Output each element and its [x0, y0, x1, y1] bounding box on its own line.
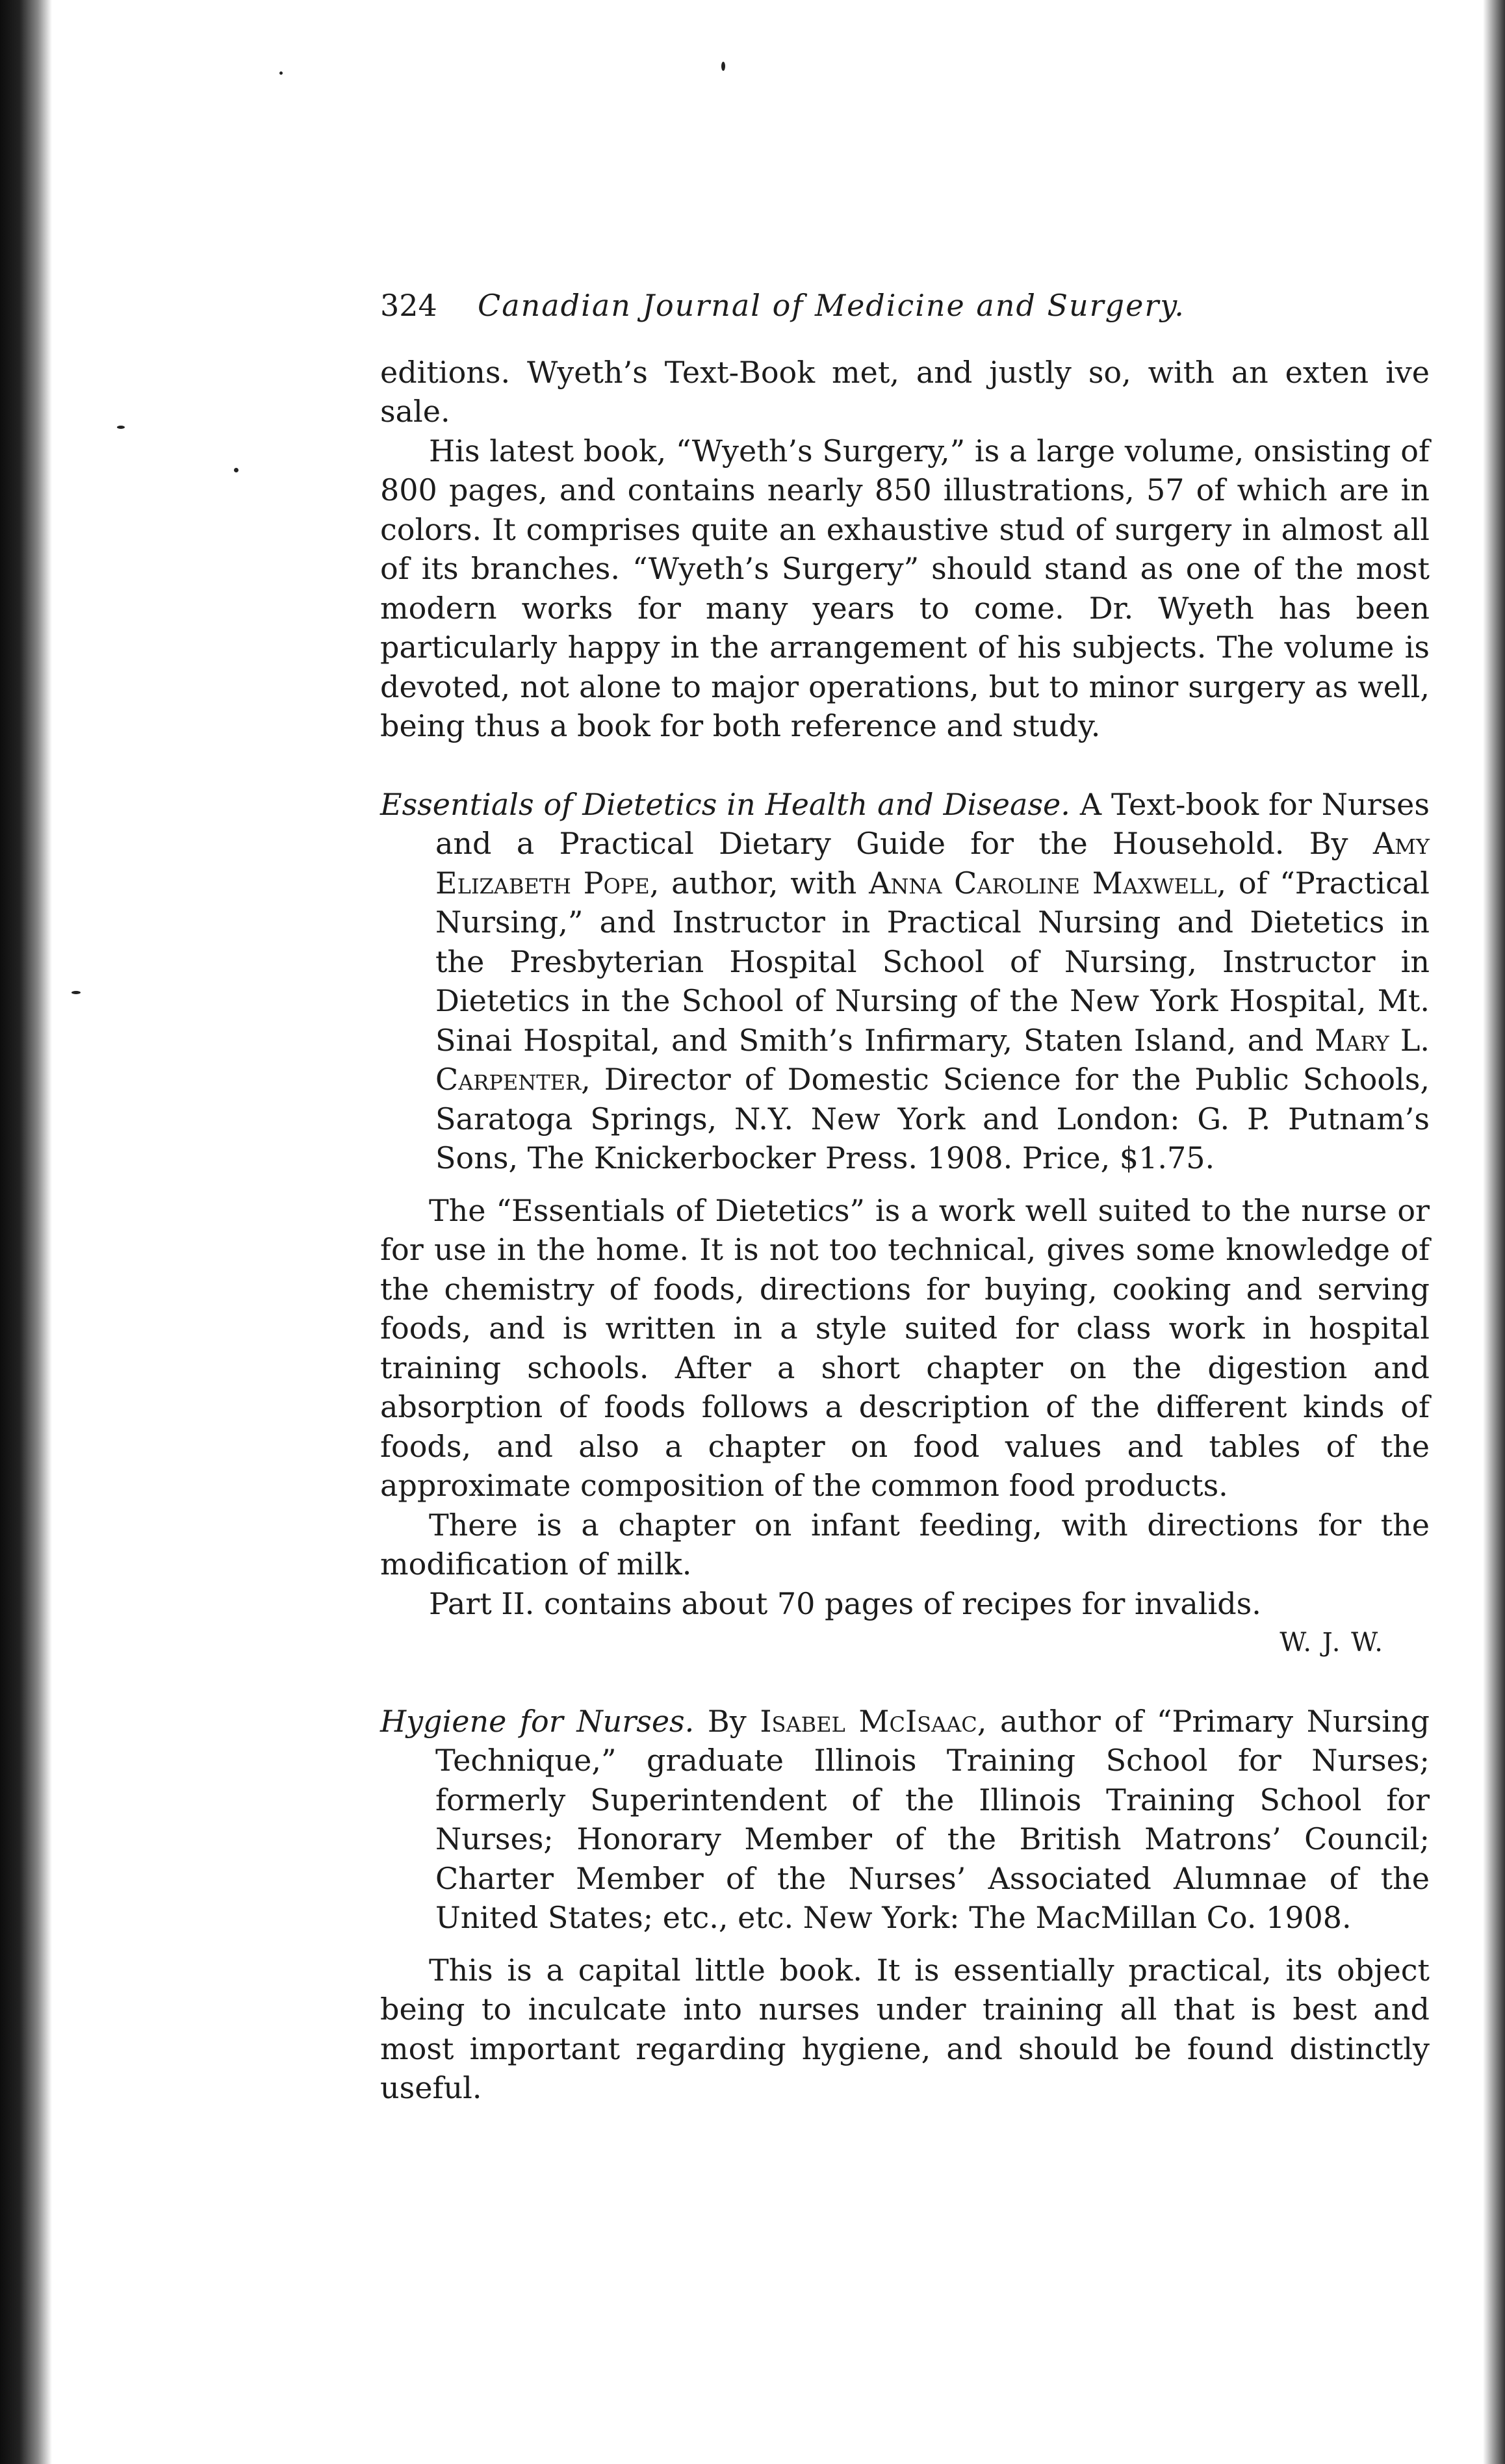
- citation-text: , author of “Primary Nursing Technique,” graduate Illinois Training School for Nurses; formerly Superintendent of the Illinois Training School for Nurses; Honorary Member of the British Matrons’ Council; Charter Member of the Nurses’ Associated Alumnae of the United States; etc., etc. New York: The MacMillan Co. 1908.: [435, 1703, 1430, 1935]
- author-name: Isabel McIsaac: [760, 1703, 977, 1739]
- page-number: 324: [380, 288, 437, 323]
- reviewer-signature: W. J. W.: [1280, 1628, 1384, 1658]
- author-name: Amy Elizabeth Pope: [435, 826, 1430, 901]
- left-binding-shadow: [0, 0, 52, 2464]
- citation-text: A Text-book for Nurses and a Practical Dietary Guide for the Household. By: [435, 786, 1430, 861]
- scan-speck: [279, 71, 283, 75]
- author-name: Mary L. Carpenter: [435, 1022, 1430, 1097]
- paragraph: This is a capital little book. It is essentially practical, its object being to inculcate into nurses under training all that is best and most important regarding hygiene, and should be found distinctly useful.: [380, 1952, 1430, 2105]
- scan-speck: [117, 426, 125, 429]
- author-name: Anna Caroline Maxwell: [869, 865, 1217, 901]
- journal-page: [380, 286, 1430, 2108]
- citation-text: By: [694, 1703, 760, 1739]
- book-title: Essentials of Dietetics in Health and Disease.: [380, 786, 1070, 822]
- paragraph: There is a chapter on infant feeding, with directions for the modification of milk.: [380, 1507, 1430, 1582]
- right-binding-shadow: [1483, 0, 1505, 2464]
- book-citation: [380, 785, 1430, 1178]
- book-title: Hygiene for Nurses.: [380, 1703, 695, 1739]
- paragraph: Part II. contains about 70 pages of recipes for invalids.: [429, 1585, 1261, 1621]
- running-title: Canadian Journal of Medicine and Surgery.: [478, 288, 1185, 323]
- citation-text: , of “Practical Nursing,” and Instructor in Practical Nursing and Dietetics in the Presbyterian Hospital School of Nursing, Instructor in Dietetics in the School of Nursing of the New York Hospital, Mt. Sinai Hospital, and Smith’s Infirmary, Staten Island, and: [435, 865, 1430, 1058]
- citation-text: , author, with: [649, 865, 869, 901]
- book-citation: [380, 1702, 1430, 1938]
- scan-speck: [721, 62, 725, 71]
- page-header: [380, 286, 1430, 326]
- scan-speck: [234, 468, 238, 472]
- scan-speck: [71, 991, 81, 994]
- paragraph: The “Essentials of Dietetics” is a work well suited to the nurse or for use in the home. It is not too technical, gives some knowledge of the chemistry of foods, directions for buying, cooking and serving foods, and is written in a style suited for class work in hospital training schools. After a short chapter on the digestion and absorption of foods follows a description of the different kinds of foods, and also a chapter on food values and tables of the approximate composition of the common food products.: [380, 1192, 1430, 1503]
- citation-text: , Director of Domestic Science for the Public Schools, Saratoga Springs, N.Y. New York and London: G. P. Putnam’s Sons, The Knickerbocker Press. 1908. Price, $1.75.: [435, 1062, 1430, 1175]
- paragraph: editions. Wyeth’s Text-Book met, and justly so, with an exten ive sale.: [380, 354, 1430, 429]
- paragraph: His latest book, “Wyeth’s Surgery,” is a large volume, onsisting of 800 pages, and contains nearly 850 illustrations, 57 of which are in colors. It comprises quite an exhaustive stud of surgery in almost all of its branches. “Wyeth’s Surgery” should stand as one of the most modern works for many years to come. Dr. Wyeth has been particularly happy in the arrangement of his subjects. The volume is devoted, not alone to major operations, but to minor surgery as well, being thus a book for both reference and study.: [380, 433, 1430, 743]
